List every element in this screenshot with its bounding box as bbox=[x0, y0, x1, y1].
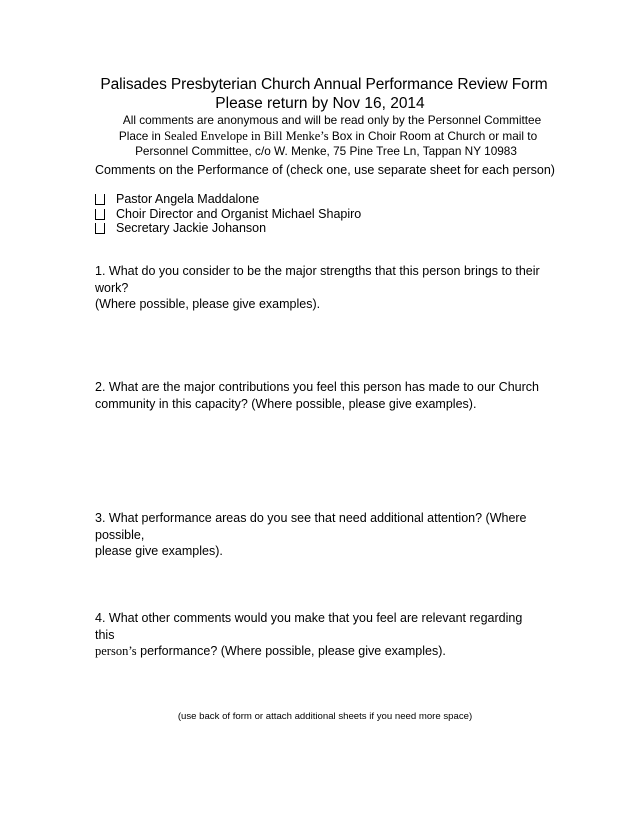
delivery-instructions bbox=[16, 129, 640, 145]
return-deadline: Please return by Nov 16, 2014 bbox=[215, 95, 425, 112]
mailing-address: Personnel Committee, c/o W. Menke, 75 Pine Tree Ln, Tappan NY 10983 bbox=[135, 144, 517, 158]
question-3-line1: 3. What performance areas do you see that need additional attention? (Where possible, bbox=[95, 511, 527, 542]
person-option-label: Secretary Jackie Johanson bbox=[116, 221, 267, 236]
question-2-line1: 2. What are the major contributions you feel this person has made to our Church bbox=[95, 380, 539, 394]
question-4 bbox=[95, 610, 545, 660]
question-3 bbox=[95, 510, 545, 560]
delivery-instructions-part2: Sealed Envelope in Bill Menke’s bbox=[164, 128, 329, 143]
question-3-line2: please give examples). bbox=[95, 544, 223, 558]
question-4-line2-part1: person’s bbox=[95, 644, 137, 658]
person-selection-intro: Comments on the Performance of (check one, use separate sheet for each person) bbox=[95, 163, 555, 177]
question-2-line2: community in this capacity? (Where possible, please give examples). bbox=[95, 396, 477, 411]
anonymity-note: All comments are anonymous and will be read only by the Personnel Committee bbox=[122, 113, 542, 127]
question-1-line1: 1. What do you consider to be the major strengths that this person brings to their work? bbox=[95, 264, 540, 295]
person-option-label: Pastor Angela Maddalone bbox=[116, 192, 260, 207]
form-title: Palisades Presbyterian Church Annual Performance Review Form bbox=[100, 76, 548, 93]
delivery-instructions-part3: Box in Choir Room at Church or mail to bbox=[328, 128, 538, 143]
person-option[interactable] bbox=[95, 207, 361, 222]
checkbox[interactable] bbox=[95, 194, 105, 205]
question-4-line2 bbox=[95, 643, 545, 660]
person-option-label: Choir Director and Organist Michael Shapiro bbox=[116, 206, 362, 221]
checkbox[interactable] bbox=[95, 223, 105, 234]
footer-note: (use back of form or attach additional sheets if you need more space) bbox=[177, 711, 473, 722]
question-4-line2-part2: performance? (Where possible, please give examples). bbox=[136, 644, 446, 658]
question-2 bbox=[95, 379, 545, 412]
checkbox[interactable] bbox=[95, 209, 105, 220]
delivery-instructions-part1: Place in bbox=[118, 128, 165, 143]
person-option[interactable] bbox=[95, 192, 361, 207]
person-option[interactable] bbox=[95, 221, 361, 236]
person-checkbox-list bbox=[95, 192, 361, 236]
question-4-line1: 4. What other comments would you make that you feel are relevant regarding this bbox=[95, 611, 523, 642]
question-1 bbox=[95, 263, 545, 313]
question-1-line2: (Where possible, please give examples). bbox=[95, 297, 321, 311]
form-header bbox=[0, 75, 640, 160]
